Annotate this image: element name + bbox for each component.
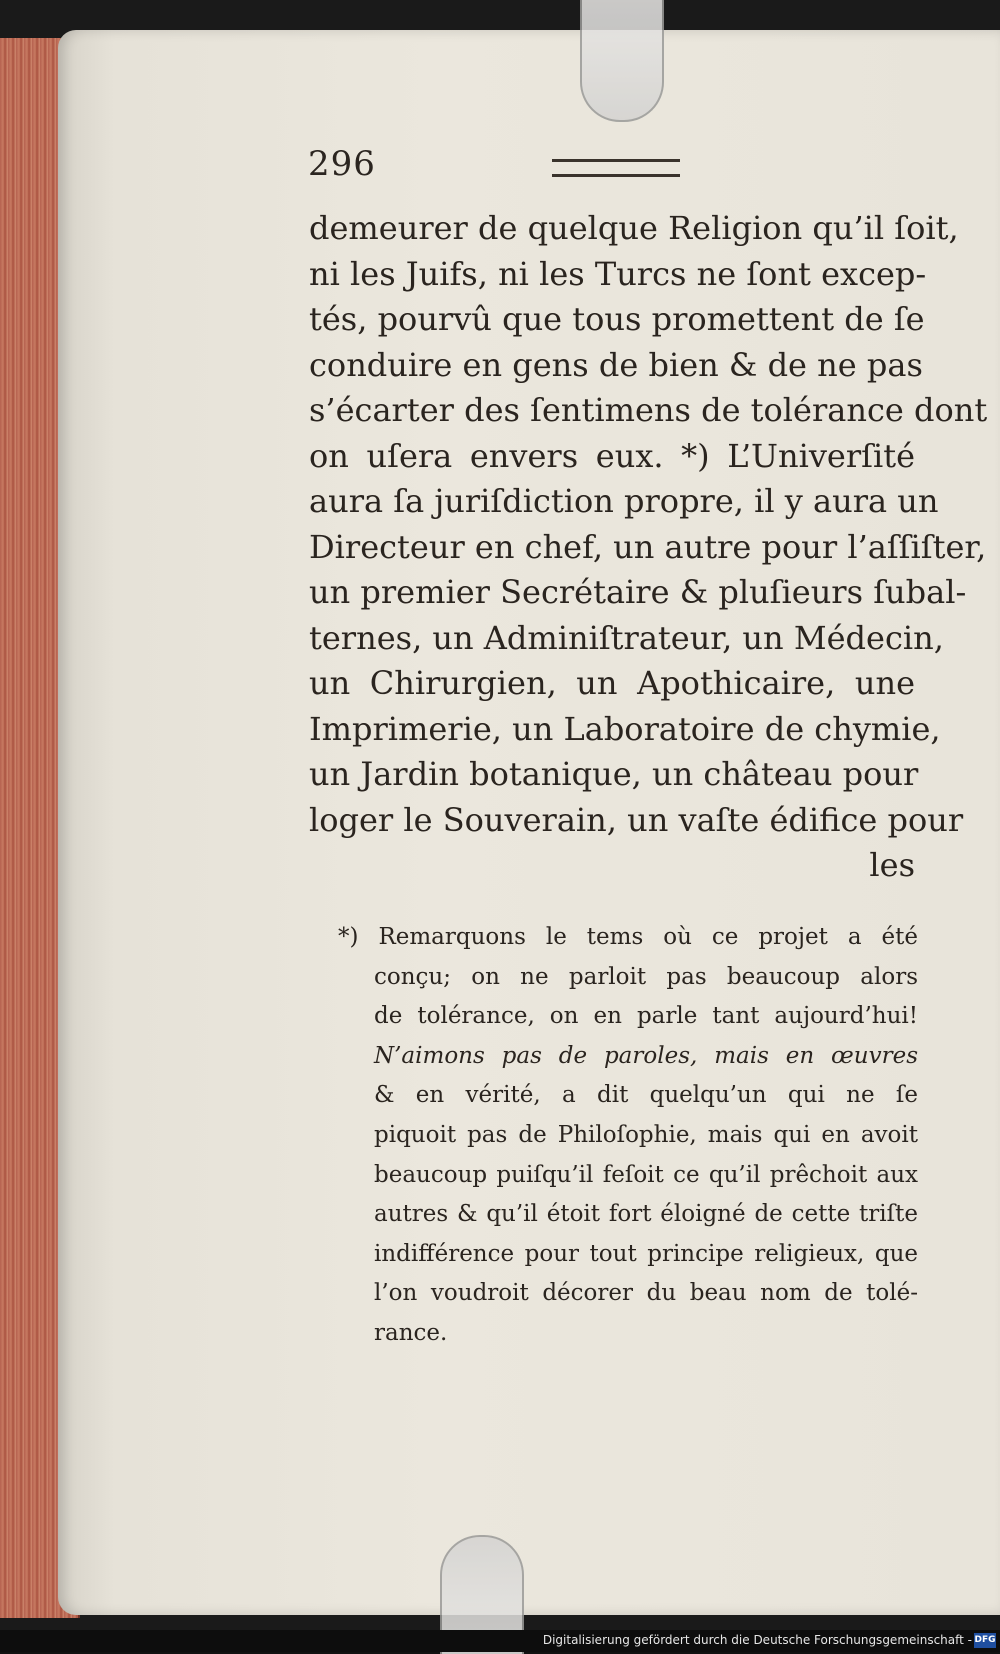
text-line: on uſera envers eux. *) L’Univerſité bbox=[309, 436, 915, 475]
main-text bbox=[309, 206, 988, 889]
catchword: les bbox=[869, 846, 915, 884]
footnote-line: N’aimons pas de paroles, mais en œuvres bbox=[374, 1042, 918, 1069]
text-line: aura ſa juriſdiction propre, il y aura un bbox=[309, 482, 939, 520]
footnote-line: piquoit pas de Philoſophie, mais qui en avoit bbox=[374, 1121, 918, 1148]
footnote-line: conçu; on ne parloit pas beaucoup alors bbox=[374, 963, 918, 990]
text-line: tés, pourvû que tous promettent de ſe bbox=[309, 300, 925, 338]
footnote-line: indifférence pour tout principe religieux, que bbox=[374, 1240, 918, 1267]
footnote-line: *) Remarquons le tems où ce projet a été bbox=[338, 924, 918, 950]
footnote-line: & en vérité, a dit quelqu’un qui ne ſe bbox=[374, 1082, 918, 1109]
text-line: un Jardin botanique, un château pour bbox=[309, 755, 919, 793]
text-line: Imprimerie, un Laboratoire de chymie, bbox=[309, 709, 941, 748]
page-number: 296 bbox=[308, 144, 376, 184]
footnote-line: beaucoup puiſqu’il feſoit ce qu’il prêchoit aux bbox=[374, 1161, 918, 1188]
text-line: demeurer de quelque Religion qu’il ſoit, bbox=[309, 209, 959, 247]
text-line: un premier Secrétaire & pluſieurs ſubal- bbox=[309, 573, 967, 611]
header-rule bbox=[552, 159, 680, 177]
text-line: ni les Juifs, ni les Turcs ne ſont excep- bbox=[309, 254, 927, 293]
dfg-logo-badge: DFG bbox=[974, 1633, 996, 1648]
text-line: Directeur en chef, un autre pour l’aſſiſter, bbox=[309, 527, 987, 566]
funding-credit: Digitalisierung gefördert durch die Deutsche Forschungsgemeinschaft - bbox=[542, 1633, 972, 1647]
footnote-line: l’on voudroit décorer du beau nom de tolé- bbox=[374, 1280, 918, 1307]
footnote-line: de tolérance, on en parle tant aujourd’hui! bbox=[374, 1003, 918, 1030]
page-clip-top bbox=[580, 0, 664, 122]
text-line: un Chirurgien, un Apothicaire, une bbox=[309, 664, 915, 702]
footnote bbox=[338, 918, 918, 1354]
text-line: ternes, un Adminiſtrateur, un Médecin, bbox=[309, 618, 944, 657]
text-line: conduire en gens de bien & de ne pas bbox=[309, 345, 923, 384]
footnote-line: autres & qu’il étoit fort éloigné de cette triſte bbox=[374, 1201, 918, 1228]
text-line: s’écarter des ſentimens de tolérance dont bbox=[309, 391, 988, 429]
footnote-line: rance. bbox=[374, 1319, 448, 1346]
text-line: loger le Souverain, un vaſte édifice pour bbox=[309, 800, 964, 839]
